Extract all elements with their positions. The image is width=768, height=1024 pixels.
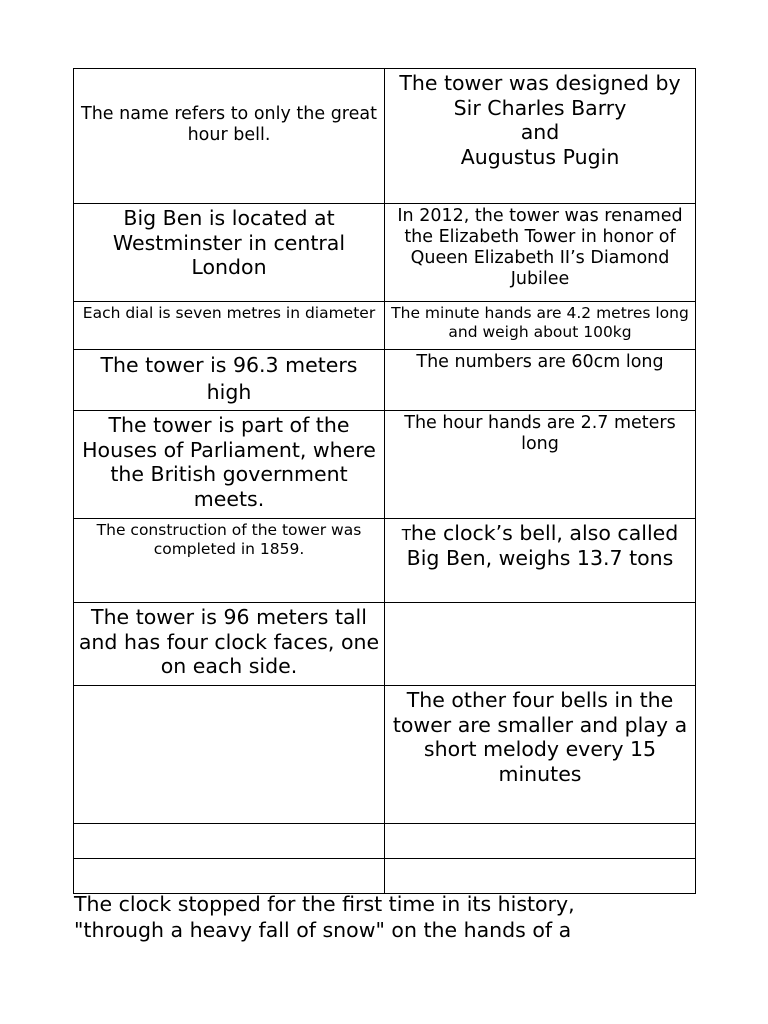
table-cell: The minute hands are 4.2 metres long and weigh about 100kg xyxy=(385,302,696,350)
table-cell xyxy=(385,859,696,894)
table-row xyxy=(74,302,696,350)
table-row xyxy=(74,859,696,894)
table-row xyxy=(74,824,696,859)
table-cell: The construction of the tower was completed in 1859. xyxy=(74,519,385,603)
table-row xyxy=(74,686,696,824)
footer-line-2: "through a heavy fall of snow" on the hands of a xyxy=(74,917,572,942)
table-cell: The name refers to only the great hour bell. xyxy=(74,69,385,204)
table-row xyxy=(74,69,696,204)
table-row xyxy=(74,411,696,519)
table-cell: In 2012, the tower was renamed the Elizabeth Tower in honor of Queen Elizabeth II’s Diamond Jubilee xyxy=(385,204,696,302)
table-cell: The tower is 96.3 meters high xyxy=(74,350,385,411)
footer-line-1: The clock stopped for the first time in its history, xyxy=(74,892,575,916)
table-cell: The numbers are 60cm long xyxy=(385,350,696,411)
table-cell xyxy=(74,686,385,824)
table-cell: The tower is part of the Houses of Parliament, where the British government meets. xyxy=(74,411,385,519)
table-cell: The tower was designed by Sir Charles Barry and Augustus Pugin xyxy=(385,69,696,204)
facts-table xyxy=(73,68,696,894)
table-cell: The clock’s bell, also called Big Ben, weighs 13.7 tons xyxy=(385,519,696,603)
table-cell: Each dial is seven metres in diameter xyxy=(74,302,385,350)
table-cell: The hour hands are 2.7 meters long xyxy=(385,411,696,519)
table-row xyxy=(74,204,696,302)
table-cell xyxy=(385,603,696,686)
table-row xyxy=(74,603,696,686)
table-cell: The other four bells in the tower are smaller and play a short melody every 15 minutes xyxy=(385,686,696,824)
table-cell xyxy=(74,859,385,894)
table-cell: Big Ben is located at Westminster in central London xyxy=(74,204,385,302)
table-cell xyxy=(385,824,696,859)
table-row xyxy=(74,350,696,411)
table-row xyxy=(74,519,696,603)
table-cell: The tower is 96 meters tall and has four clock faces, one on each side. xyxy=(74,603,385,686)
table-cell xyxy=(74,824,385,859)
footer-paragraph xyxy=(74,892,714,943)
